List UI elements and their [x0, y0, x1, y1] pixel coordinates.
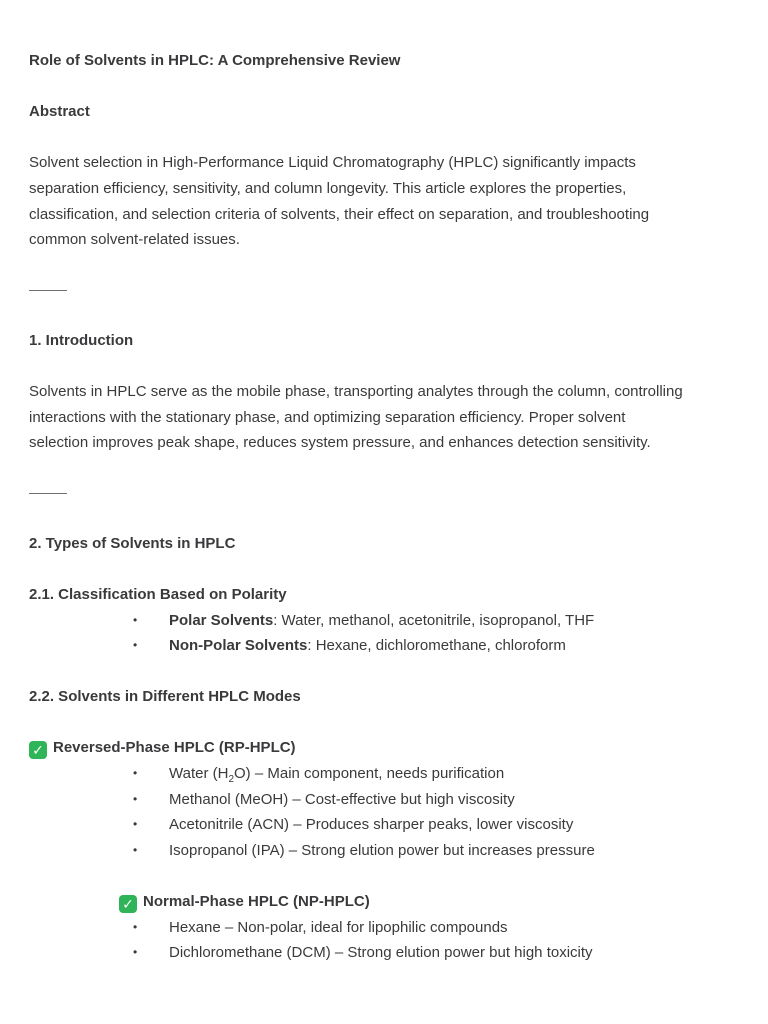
list-item-text: Acetonitrile (ACN) – Produces sharper peaks, lower viscosity [169, 816, 574, 834]
list-item-text: Isopropanol (IPA) – Strong elution power but increases pressure [169, 841, 595, 859]
introduction-heading: 1. Introduction [29, 331, 134, 349]
list-item [29, 812, 739, 838]
abstract-line: classification, and selection criteria of solvents, their effect on separation, and troubleshooting [29, 205, 650, 223]
rp-hplc-heading [29, 735, 739, 761]
introduction-line: selection improves peak shape, reduces system pressure, and enhances detection sensitivity. [29, 434, 651, 452]
list-item [29, 761, 739, 787]
bullet-icon: • [133, 612, 138, 627]
list-item-text: Dichloromethane (DCM) – Strong elution power but high toxicity [169, 944, 593, 962]
abstract-heading: Abstract [29, 103, 90, 121]
abstract-line: common solvent-related issues. [29, 231, 240, 249]
polar-solvents-label: Polar Solvents [169, 611, 274, 629]
bullet-icon: • [133, 766, 138, 781]
list-item [29, 838, 739, 864]
bullet-icon: • [133, 842, 138, 857]
rp-hplc-heading-text: Reversed-Phase HPLC (RP-HPLC) [53, 739, 296, 757]
bullet-icon: • [133, 817, 138, 832]
list-item [29, 633, 739, 659]
list-item [29, 787, 739, 813]
bullet-icon: • [133, 945, 138, 960]
list-item [29, 940, 739, 966]
section-divider [29, 290, 67, 291]
water-text-pre: Water (H [169, 765, 229, 783]
types-heading: 2. Types of Solvents in HPLC [29, 534, 236, 552]
water-text-post: O) – Main component, needs purification [234, 765, 505, 783]
list-item-text: Hexane – Non-polar, ideal for lipophilic compounds [169, 918, 508, 936]
document-title: Role of Solvents in HPLC: A Comprehensive Review [29, 52, 401, 69]
introduction-line: Solvents in HPLC serve as the mobile phase, transporting analytes through the column, controlling [29, 382, 683, 400]
introduction-paragraph [29, 379, 739, 456]
non-polar-solvents-text: : Hexane, dichloromethane, chloroform [307, 637, 566, 655]
bullet-icon: • [133, 919, 138, 934]
np-hplc-list [29, 915, 739, 966]
list-item [29, 915, 739, 941]
check-mark-button-icon: ✓ [119, 895, 137, 913]
water-subscript: 2 [228, 774, 235, 786]
abstract-line: separation efficiency, sensitivity, and column longevity. This article explores the properties, [29, 179, 627, 197]
abstract-line: Solvent selection in High-Performance Liquid Chromatography (HPLC) significantly impacts [29, 154, 636, 172]
check-mark-button-icon: ✓ [29, 741, 47, 759]
rp-hplc-list [29, 761, 739, 863]
polarity-list [29, 608, 739, 659]
section-divider [29, 493, 67, 494]
bullet-icon: • [133, 638, 138, 653]
abstract-paragraph [29, 150, 739, 252]
np-hplc-heading [29, 889, 739, 915]
np-hplc-heading-text: Normal-Phase HPLC (NP-HPLC) [143, 893, 370, 911]
list-item [29, 608, 739, 634]
document [29, 48, 739, 966]
list-item-text: Methanol (MeOH) – Cost-effective but high viscosity [169, 790, 515, 808]
polarity-heading: 2.1. Classification Based on Polarity [29, 585, 287, 603]
polar-solvents-text: : Water, methanol, acetonitrile, isopropanol, THF [273, 611, 595, 629]
introduction-line: interactions with the stationary phase, and optimizing separation efficiency. Proper solvent [29, 408, 626, 426]
bullet-icon: • [133, 791, 138, 806]
modes-heading: 2.2. Solvents in Different HPLC Modes [29, 688, 301, 706]
non-polar-solvents-label: Non-Polar Solvents [169, 637, 308, 655]
